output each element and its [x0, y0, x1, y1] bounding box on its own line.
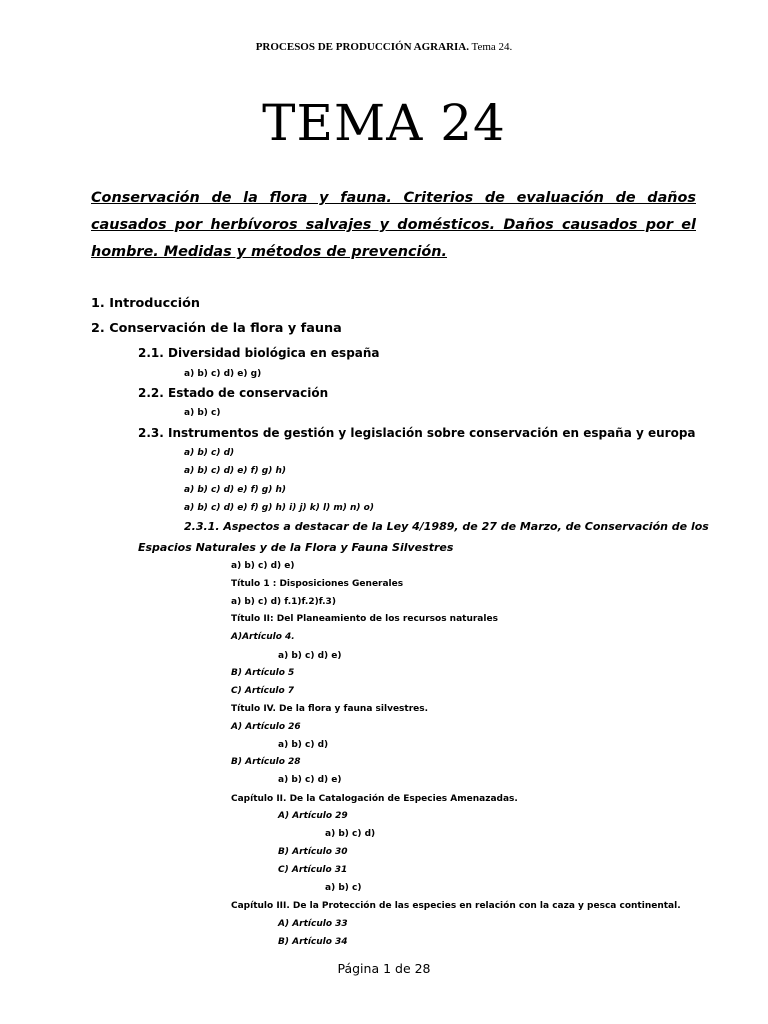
topic-subject: Conservación de la flora y fauna. Criterios de evaluación de daños causados por herbívoros salvajes y domésticos. Daños causados por el hombre. Medidas y métodos de prevención.	[91, 190, 696, 260]
toc-item: Capítulo II. De la Catalogación de Especies Amenazadas.	[231, 794, 518, 804]
toc-item: A) Artículo 29	[278, 811, 348, 821]
toc-item: a) b) c) d) e)	[231, 561, 295, 571]
toc-item: a) b) c) d) e) f) g) h)	[184, 466, 287, 476]
toc-item: a) b) c)	[184, 408, 221, 418]
toc-item: C) Artículo 31	[278, 865, 348, 875]
toc-item: B) Artículo 28	[231, 757, 301, 767]
toc-item: a) b) c) d)	[278, 740, 329, 750]
toc-item: 2.3. Instrumentos de gestión y legislación sobre conservación en españa y europa	[138, 426, 696, 440]
toc-item: A) Artículo 33	[278, 919, 348, 929]
toc-item: B) Artículo 30	[278, 847, 348, 857]
toc-item: A) Artículo 26	[231, 722, 301, 732]
page-number: Página 1 de 28	[337, 961, 431, 976]
toc-item: 2.3.1. Aspectos a destacar de la Ley 4/1989, de 27 de Marzo, de Conservación de los	[184, 520, 709, 533]
running-header-bold: PROCESOS DE PRODUCCIÓN AGRARIA.	[255, 41, 469, 53]
toc-item: a) b) c) d) e) g)	[184, 369, 262, 379]
toc-item: B) Artículo 34	[278, 937, 348, 947]
toc-item: Espacios Naturales y de la Flora y Fauna Silvestres	[138, 541, 454, 554]
toc-item: a) b) c)	[325, 883, 362, 893]
running-header-rest: Tema 24.	[468, 41, 513, 53]
toc-item: Título IV. De la flora y fauna silvestres.	[231, 704, 429, 714]
toc-item: 2.2. Estado de conservación	[138, 386, 329, 400]
toc-item: C) Artículo 7	[231, 686, 295, 696]
toc-item: 2. Conservación de la flora y fauna	[91, 321, 342, 336]
toc-item: a) b) c) d) e)	[278, 775, 342, 785]
toc-item: B) Artículo 5	[231, 668, 295, 678]
toc-item: a) b) c) d) e) f) g) h)	[184, 485, 287, 495]
toc-item: a) b) c) d) e) f) g) h) i) j) k) l) m) n) o)	[184, 503, 374, 513]
toc-item: Capítulo III. De la Protección de las especies en relación con la caza y pesca continental.	[231, 901, 681, 911]
toc-item: a) b) c) d) f.1)f.2)f.3)	[231, 597, 336, 607]
toc-item: a) b) c) d) e)	[278, 651, 342, 661]
toc-item: Título 1 : Disposiciones Generales	[231, 579, 404, 589]
running-header	[0, 41, 768, 53]
toc-item: 2.1. Diversidad biológica en españa	[138, 346, 380, 360]
toc-item: 1. Introducción	[91, 296, 201, 311]
toc-item: a) b) c) d)	[325, 829, 376, 839]
toc-item: A)Artículo 4.	[231, 632, 295, 642]
toc-item: a) b) c) d)	[184, 448, 235, 458]
toc-item: Título II: Del Planeamiento de los recursos naturales	[231, 614, 498, 624]
document-title: TEMA 24	[262, 94, 506, 152]
